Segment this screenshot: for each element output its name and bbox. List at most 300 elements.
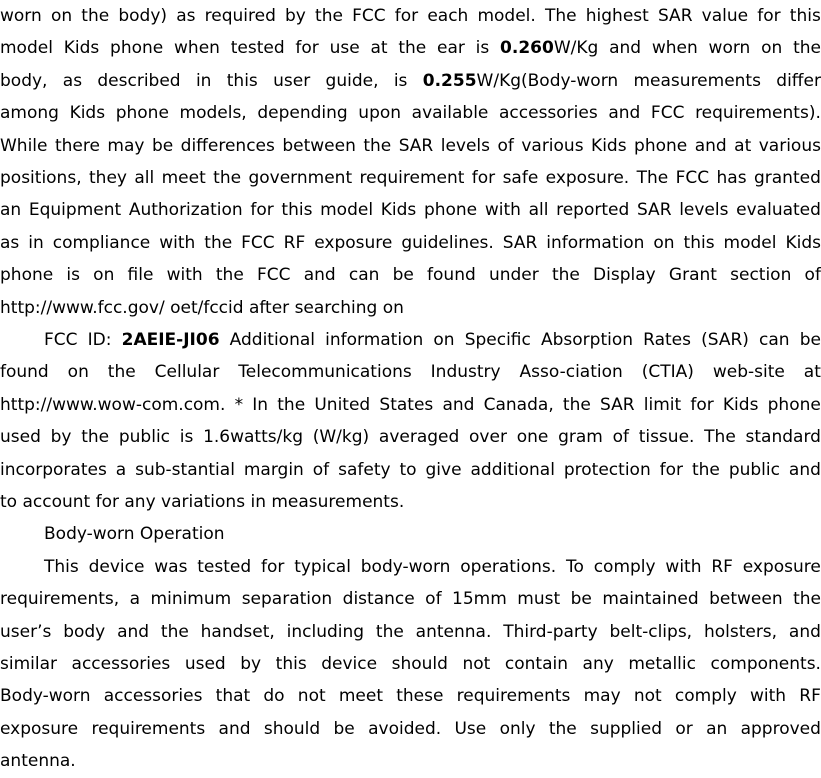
text-line [0,32,821,64]
word: Kids [69,103,106,124]
word: and [788,621,821,642]
word: safe [502,168,539,188]
word: The [704,427,736,448]
word: device [88,556,145,577]
word: only [499,718,536,739]
text-line [0,454,821,486]
word: 0.260W/Kg [500,38,599,59]
word: RF [711,556,733,577]
text-line [0,194,821,226]
word: as [0,232,20,253]
word: one [516,427,549,448]
word: and [303,265,336,286]
word: evaluated [736,200,821,221]
word: requirements [91,718,206,739]
word: for [250,200,274,221]
word: (W/kg) [312,427,370,448]
word: tested [197,556,252,577]
word: requirements). [695,103,821,124]
word: is [66,265,80,286]
word: is [393,70,408,91]
line-text: antenna. [0,751,76,772]
word: by [50,427,72,448]
word: available [411,103,489,124]
word: should [391,654,448,674]
word: margin [243,459,304,480]
word: on [67,362,89,383]
word: file [127,265,154,286]
word: user [273,70,311,91]
word: requirements, [0,589,120,610]
word: In [252,394,269,415]
line-text: to account for any variations in measurements. [0,492,405,512]
word: on [433,330,455,350]
word: separation [241,589,333,610]
word: protection [563,459,651,480]
word: for [659,459,684,480]
text-line [0,356,821,388]
word: This [44,556,79,577]
word: similar [0,654,57,674]
text-line [0,130,821,162]
word: or [675,718,693,739]
word: differences [180,135,275,156]
word: for [394,6,419,26]
word: found [427,265,476,286]
word: as [62,70,83,91]
text-line [0,292,821,324]
word: Kids [591,135,627,156]
word: body, [0,70,48,91]
word: the [277,394,306,415]
word: in [28,232,44,253]
text-line [0,518,821,550]
word: there [54,135,100,156]
word: and [609,38,642,59]
text-line [0,616,821,648]
text-line [0,648,821,680]
word: Canada, [483,394,554,415]
word: by [240,654,262,674]
word: and [218,718,251,739]
word: to [399,459,417,480]
word: Kids [380,200,417,221]
word: value [701,6,749,26]
word: phone [423,200,478,221]
word: at [803,362,821,383]
word: Kids [785,232,821,253]
word: Rates [643,330,691,350]
word: supplied [590,718,663,739]
word: the [691,459,720,480]
word: with [159,232,196,253]
text-line [0,0,821,32]
word: positions, [0,168,82,188]
word: ear [437,38,465,59]
word: the [562,394,591,415]
word: when [174,38,220,59]
word: of [425,589,442,610]
line-text: http://www.fcc.gov/ oet/fccid after searching on [0,297,404,318]
word: 1.6watts/kg [203,427,303,448]
word: compliance [52,232,151,253]
word: model [0,38,53,59]
word: this [226,70,258,91]
word: distance [342,589,415,610]
word: the [793,589,821,610]
word: granted [753,168,821,188]
text-line [0,745,821,777]
word: * [234,394,244,415]
word: be [333,718,355,739]
word: minimum [150,589,232,610]
word: under [488,265,539,286]
text-line [0,259,821,291]
word: worn [708,38,751,59]
word: at [370,38,388,59]
word: an [706,718,728,739]
word: the [160,621,189,642]
word: exposure [0,718,79,739]
word: RF [283,232,306,253]
word: Absorption [540,330,634,350]
word: body-worn [360,556,451,577]
word: accessories [499,103,598,124]
word: this [275,654,307,674]
word: the [81,427,110,448]
word: and [788,459,821,480]
word: FCC [675,168,710,188]
word: various [521,135,584,156]
word: FCC [241,232,275,253]
word: be [151,135,174,156]
word: the [548,718,577,739]
word: all [134,168,155,188]
word: Display [593,265,656,286]
word: sub-stantial [135,459,235,480]
word: of [612,427,629,448]
word: Telecommunications [238,362,412,383]
word: any [582,654,614,674]
word: user’s [0,621,52,642]
word: FCC [44,330,78,350]
word: the [398,38,427,59]
word: tissue. [638,427,695,448]
text-line [0,713,821,745]
word: body) [118,6,168,26]
word: be [570,589,592,610]
word: should [263,718,321,739]
word: that [215,686,251,707]
word: for [690,394,714,415]
word: the [375,621,404,642]
word: not [297,686,326,707]
word: Additional [229,330,315,350]
word: information [546,232,645,253]
word: the [213,168,242,188]
text-line [0,227,821,259]
word: among [0,103,59,124]
word: device [321,654,378,674]
word: exposure [314,232,393,253]
word: not [633,686,662,707]
bold-value: 2AEIE-JI06 [121,330,220,350]
word: Specific [464,330,531,350]
word: of [497,135,514,156]
word: guide, [325,70,379,91]
word: model. [477,6,536,26]
word: all [528,200,549,221]
word: upon [358,103,402,124]
word: including [286,621,365,642]
word: on [653,232,675,253]
word: FCC [256,265,291,286]
word: accessories [103,686,203,707]
word: can [348,265,380,286]
word: required [204,6,276,26]
word: Body-worn [0,686,91,707]
word: has [716,168,747,188]
word: Grant [668,265,717,286]
word: 0.255W/Kg(Body-worn [422,70,619,91]
word: various [758,135,821,156]
word: requirements [456,686,571,707]
word [122,324,220,356]
text-line [0,97,821,129]
text-line [0,680,821,712]
word: for [295,38,319,59]
word: SAR [600,394,635,415]
word: the [204,232,233,253]
word: a [129,589,141,610]
word: http://www.wow-com.com. [0,394,226,415]
word: model [320,200,374,221]
word: at [734,135,752,156]
word: on [50,6,73,26]
word: highest [585,6,649,26]
word: antenna. [415,621,492,642]
word: as [176,6,196,26]
word: and [694,135,727,156]
word: is [475,38,490,59]
word: for [261,556,285,577]
word: phone [767,394,821,415]
word: accessories [71,654,171,674]
word: use [329,38,360,59]
word: levels [440,135,491,156]
word: between [282,135,356,156]
word: tested [230,38,285,59]
word: contain [504,654,568,674]
word: they [89,168,127,188]
word: for [471,168,496,188]
word: a [115,459,127,480]
word: Third-party [503,621,598,642]
line-text: Body-worn Operation [44,524,225,545]
word: is [179,427,194,448]
word: public [118,427,171,448]
word: Kids [722,394,759,415]
word: Cellular [154,362,220,383]
word: this [789,6,821,26]
word: of [312,459,330,480]
word: SAR [657,6,693,26]
text-line [0,583,821,615]
word: phone [110,38,164,59]
word: public [728,459,780,480]
word: (SAR) [701,330,749,350]
word: depending [257,103,348,124]
word: on [761,38,783,59]
word: not [462,654,491,674]
word: in [195,70,212,91]
word: gram [558,427,603,448]
word: incorporates [0,459,107,480]
word: and [608,103,641,124]
word: Use [454,718,487,739]
word: components. [710,654,821,674]
word: used [0,427,41,448]
word: additional [470,459,555,480]
word: belt-clips, [609,621,693,642]
text-line [0,324,821,356]
word: worn [0,6,42,26]
word: The [636,168,669,188]
word: FCC [352,6,386,26]
word: limit [643,394,682,415]
word: guidelines. [401,232,494,253]
word: phone [0,265,54,286]
word: was [154,556,188,577]
bold-value: 0.260 [500,38,554,59]
word: these [396,686,444,707]
word: be [392,265,414,286]
word: meet [161,168,206,188]
word: the [315,6,343,26]
word: with [665,556,702,577]
text-line [0,421,821,453]
word: over [469,427,507,448]
word: levels [679,200,729,221]
word: by [285,6,306,26]
word: found [0,362,49,383]
word: RF [799,686,821,707]
word: maintained [602,589,699,610]
word: States [379,394,434,415]
word: (CTIA) [641,362,694,383]
word: Industry [430,362,501,383]
word: give [425,459,462,480]
text-line [0,389,821,421]
word: phone [634,135,688,156]
word: FCC [650,103,685,124]
word: SAR [398,135,434,156]
word: While [0,135,48,156]
word: exposure. [545,168,630,188]
word: differ [776,70,821,91]
word: when [651,38,698,59]
word: ID: [87,330,112,350]
word: used [184,654,226,674]
word: metallic [628,654,696,674]
text-line [0,162,821,194]
word: United [314,394,371,415]
word: measurements [633,70,761,91]
word: between [709,589,783,610]
word: an [0,200,22,221]
word: each [427,6,469,26]
word: with [166,265,203,286]
word: can [759,330,790,350]
word: typical [294,556,351,577]
word: The [544,6,577,26]
word: with [749,686,787,707]
word: web-site [712,362,785,383]
word: exposure [742,556,821,577]
word: do [263,686,285,707]
text-line [0,65,821,97]
word: handset, [200,621,275,642]
word: for [757,6,781,26]
word: model [723,232,777,253]
word: with [484,200,521,221]
word: may [107,135,145,156]
word: comply [674,686,737,707]
word: requirement [359,168,465,188]
word: Authorization [128,200,243,221]
word: described [97,70,181,91]
word: reported [556,200,630,221]
word: safety [338,459,391,480]
word: and [117,621,150,642]
word: may [583,686,621,707]
word: operations. [460,556,557,577]
word: the [363,135,392,156]
word: government [248,168,353,188]
word: the [551,265,580,286]
word: must [517,589,561,610]
word: on [93,265,115,286]
word: the [215,265,244,286]
word: be [799,330,821,350]
word: averaged [378,427,460,448]
word: of [804,265,821,286]
word: models, [179,103,247,124]
word: this [683,232,715,253]
word: approved [740,718,821,739]
word: information [325,330,424,350]
word: the [107,362,136,383]
word: holsters, [703,621,778,642]
word: avoided. [368,718,442,739]
word: standard [745,427,821,448]
word: comply [593,556,656,577]
word: To [565,556,584,577]
text-line [0,486,821,518]
word: the [81,6,110,26]
word: Equipment [28,200,122,221]
word: section [730,265,792,286]
word: this [281,200,313,221]
word: meet [338,686,383,707]
word: the [793,38,821,59]
word: Asso-ciation [519,362,623,383]
word: body [63,621,106,642]
word: phone [115,103,169,124]
word: and [442,394,475,415]
word: 15mm [452,589,507,610]
word: SAR [502,232,538,253]
